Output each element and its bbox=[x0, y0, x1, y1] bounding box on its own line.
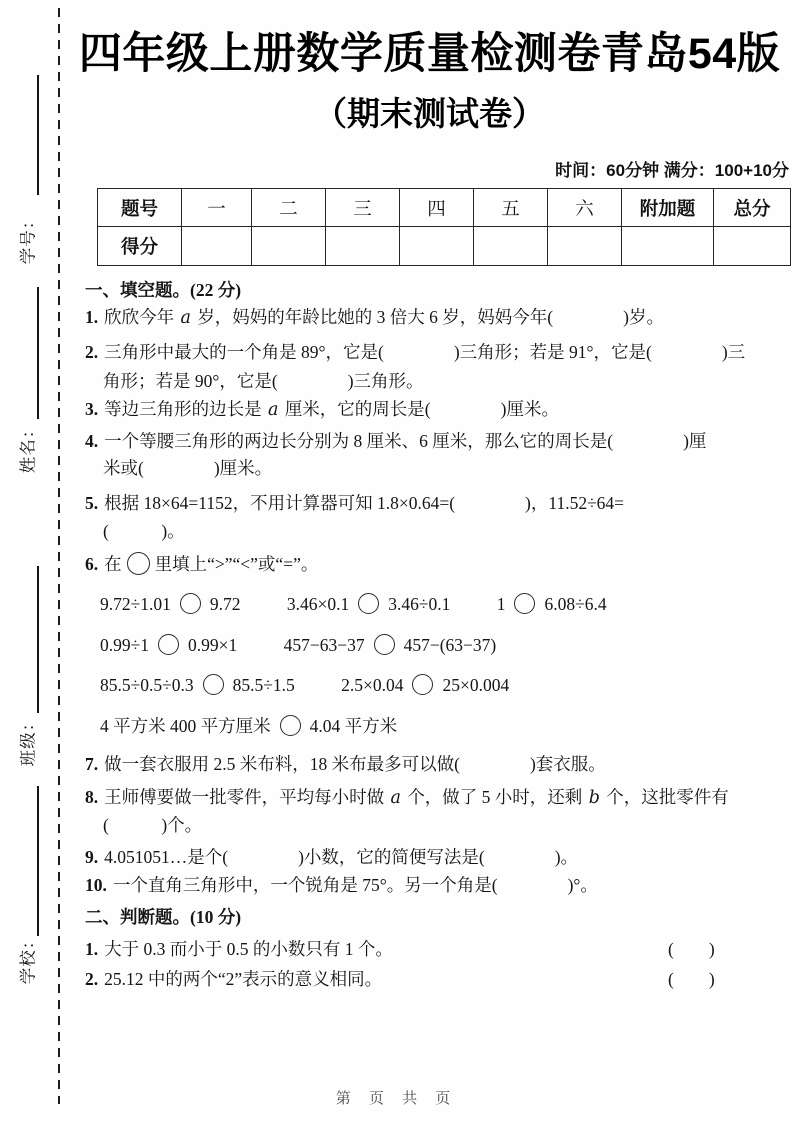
question-3-number: 3. bbox=[85, 399, 99, 419]
comparison-item: 2.5×0.04 25×0.004 bbox=[341, 675, 510, 695]
question-6-row-4 bbox=[100, 714, 791, 738]
question-1: 1. 欣欣今年 a 岁，妈妈的年龄比她的 3 倍大 6 岁，妈妈今年( )岁。 bbox=[85, 307, 664, 328]
variable-a: a bbox=[390, 788, 401, 808]
question-6-row-2 bbox=[100, 633, 791, 657]
score-header-cell: 题号 bbox=[98, 189, 182, 227]
score-empty-cell bbox=[714, 227, 791, 266]
school-label bbox=[0, 926, 52, 990]
question-7-number: 7. bbox=[85, 754, 99, 774]
header bbox=[66, 30, 793, 135]
student-no-label-text: 学号： bbox=[18, 211, 37, 265]
question-8-line-1: 8. 王师傅要做一批零件，平均每小时做 a 个，做了 5 小时，还剩 b 个，这批零件有 bbox=[85, 787, 729, 808]
question-9-number: 9. bbox=[85, 847, 99, 867]
question-4-number: 4. bbox=[85, 431, 99, 451]
question-9: 9. 4.051051…是个( )小数，它的简便写法是( )。 bbox=[85, 847, 579, 867]
question-1-number: 1. bbox=[85, 307, 99, 327]
comparison-circle-icon bbox=[203, 674, 224, 695]
student-no-write-line bbox=[37, 75, 39, 195]
score-empty-cell bbox=[182, 227, 252, 266]
name-label-text: 姓名： bbox=[18, 420, 37, 474]
score-header-cell: 二 bbox=[252, 189, 326, 227]
score-header-cell: 一 bbox=[182, 189, 252, 227]
judgement-question-1: 1. 大于 0.3 而小于 0.5 的小数只有 1 个。 ( ) bbox=[85, 939, 715, 959]
question-6-lead: 6. 在 里填上“>”“<”或“=”。 bbox=[85, 554, 319, 574]
score-empty-cell bbox=[622, 227, 714, 266]
page-title: 四年级上册数学质量检测卷青岛54版 bbox=[78, 30, 781, 78]
school-write-line bbox=[37, 786, 39, 936]
judgement-question-2: 2. 25.12 中的两个“2”表示的意义相同。 ( ) bbox=[85, 969, 715, 989]
page-footer: 第 页 共 页 bbox=[335, 1090, 458, 1107]
class-label-text: 班级： bbox=[18, 713, 37, 767]
page-subtitle: （期末测试卷） bbox=[314, 95, 545, 133]
comparison-circle-icon bbox=[358, 593, 379, 614]
comparison-item: 1 6.08÷6.4 bbox=[496, 594, 607, 614]
question-2-line-2: 角形；若是 90°，它是( )三角形。 bbox=[103, 371, 424, 391]
comparison-circle-icon bbox=[280, 715, 301, 736]
section-2-heading: 二、判断题。(10 分) bbox=[85, 907, 242, 927]
class-label bbox=[0, 708, 52, 772]
question-6-row-3 bbox=[100, 673, 791, 697]
school-label-text: 学校： bbox=[18, 931, 37, 985]
judgement-1-number: 1. bbox=[85, 939, 99, 959]
question-4-line-2: 米或( )厘米。 bbox=[103, 458, 273, 478]
score-table bbox=[97, 188, 791, 266]
comparison-item: 4 平方米 400 平方厘米 4.04 平方米 bbox=[100, 716, 398, 736]
score-header-cell: 四 bbox=[400, 189, 474, 227]
judgement-1-answer-blank: ( ) bbox=[668, 939, 715, 959]
comparison-item: 3.46×0.1 3.46÷0.1 bbox=[286, 594, 451, 614]
comparison-circle-icon bbox=[180, 593, 201, 614]
question-3: 3. 等边三角形的边长是 a 厘米，它的周长是( )厘米。 bbox=[85, 399, 559, 420]
question-5-line-1: 5. 根据 18×64=1152，不用计算器可知 1.8×0.64=( )，11.52÷64= bbox=[85, 493, 625, 513]
score-header-cell: 五 bbox=[474, 189, 548, 227]
margin-dashed-divider bbox=[58, 8, 60, 1104]
score-header-cell: 六 bbox=[548, 189, 622, 227]
score-header-cell: 总分 bbox=[714, 189, 791, 227]
score-header-cell: 三 bbox=[326, 189, 400, 227]
variable-a: a bbox=[268, 400, 279, 420]
question-10-number: 10. bbox=[85, 875, 107, 895]
question-2-line-1: 2. 三角形中最大的一个角是 89°，它是( )三角形；若是 91°，它是( )三 bbox=[85, 342, 746, 362]
variable-a: a bbox=[180, 308, 191, 328]
student-no-label bbox=[0, 206, 52, 270]
score-empty-cell bbox=[252, 227, 326, 266]
score-empty-cell bbox=[400, 227, 474, 266]
score-table-header-row bbox=[98, 189, 791, 227]
question-7: 7. 做一套衣服用 2.5 米布料，18 米布最多可以做( )套衣服。 bbox=[85, 754, 606, 774]
question-4-line-1: 4. 一个等腰三角形的两边长分别为 8 厘米、6 厘米，那么它的周长是( )厘 bbox=[85, 431, 707, 451]
comparison-item: 85.5÷0.5÷0.3 85.5÷1.5 bbox=[100, 675, 295, 695]
judgement-2-number: 2. bbox=[85, 969, 99, 989]
variable-b: b bbox=[588, 788, 600, 808]
comparison-circle-icon bbox=[374, 634, 395, 655]
section-1-heading: 一、填空题。(22 分) bbox=[85, 280, 242, 300]
question-2-number: 2. bbox=[85, 342, 99, 362]
comparison-circle-icon bbox=[158, 634, 179, 655]
question-6-number: 6. bbox=[85, 554, 99, 574]
name-label bbox=[0, 415, 52, 479]
fill-circle-icon bbox=[127, 552, 150, 575]
score-empty-cell bbox=[474, 227, 548, 266]
score-header-cell: 附加题 bbox=[622, 189, 714, 227]
question-8-line-2: ( )个。 bbox=[103, 815, 203, 835]
comparison-item: 0.99÷1 0.99×1 bbox=[100, 635, 238, 655]
comparison-item: 457−63−37 457−(63−37) bbox=[283, 635, 497, 655]
question-5-number: 5. bbox=[85, 493, 99, 513]
name-write-line bbox=[37, 287, 39, 419]
score-table-score-row bbox=[98, 227, 791, 266]
exam-time-score-info: 时间：60分钟 满分：100+10分 bbox=[555, 161, 789, 180]
comparison-circle-icon bbox=[412, 674, 433, 695]
question-10: 10. 一个直角三角形中，一个锐角是 75°。另一个角是( )°。 bbox=[85, 875, 598, 895]
judgement-2-answer-blank: ( ) bbox=[668, 969, 715, 989]
score-row-label: 得分 bbox=[98, 227, 182, 266]
score-empty-cell bbox=[548, 227, 622, 266]
question-5-line-2: ( )。 bbox=[103, 521, 185, 541]
question-8-number: 8. bbox=[85, 787, 99, 807]
score-empty-cell bbox=[326, 227, 400, 266]
class-write-line bbox=[37, 566, 39, 713]
comparison-item: 9.72÷1.01 9.72 bbox=[100, 594, 241, 614]
comparison-circle-icon bbox=[514, 593, 535, 614]
question-6-row-1 bbox=[100, 592, 791, 616]
